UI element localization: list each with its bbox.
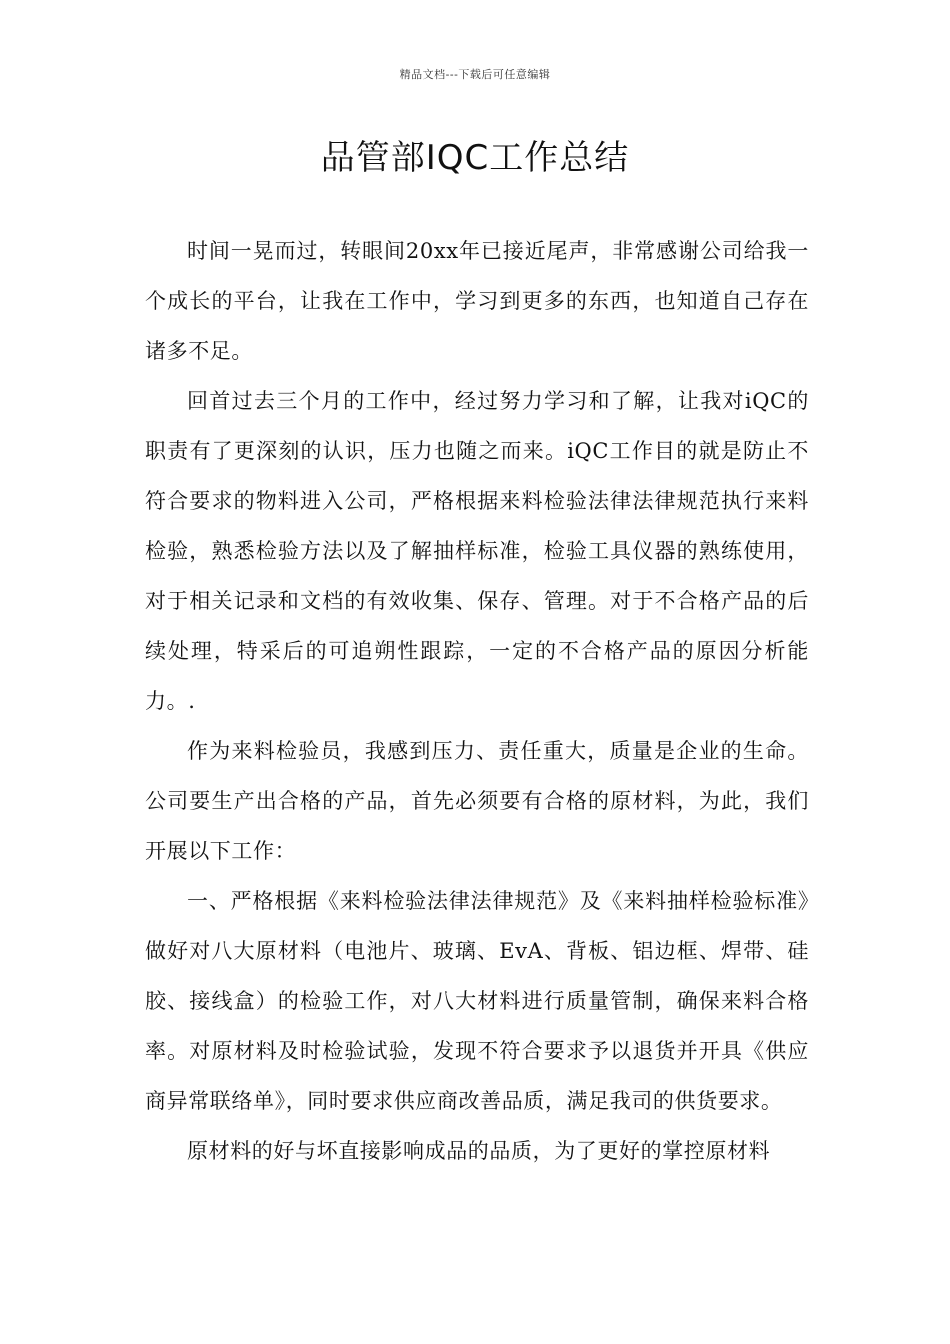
paragraph: 作为来料检验员，我感到压力、责任重大，质量是企业的生命。公司要生产出合格的产品，首先必须要有合格的原材料，为此，我们开展以下工作： [145,739,809,863]
paragraph: 回首过去三个月的工作中，经过努力学习和了解，让我对iQC的职责有了更深刻的认识，压力也随之而来。iQC工作目的就是防止不符合要求的物料进入公司，严格根据来料检验法律法律规范执行来料检验，熟悉检验方法以及了解抽样标准，检验工具仪器的熟练使用，对于相关记录和文档的有效收集、保存、管理。对于不合格产品的后续处理，特采后的可追朔性跟踪，一定的不合格产品的原因分析能力。. [145,389,809,713]
document-body [145,226,809,1176]
document-title: 品管部IQC工作总结 [320,138,630,178]
header-note: 精品文档---下载后可任意编辑 [399,68,551,81]
paragraph: 时间一晃而过，转眼间20xx年已接近尾声，非常感谢公司给我一个成长的平台，让我在工作中，学习到更多的东西，也知道自己存在诸多不足。 [145,239,809,363]
paragraph: 一、严格根据《来料检验法律法律规范》及《来料抽样检验标准》做好对八大原材料（电池片、玻璃、EvA、背板、铝边框、焊带、硅胶、接线盒）的检验工作，对八大材料进行质量管制，确保来料合格率。对原材料及时检验试验，发现不符合要求予以退货并开具《供应商异常联络单》，同时要求供应商改善品质，满足我司的供货要求。 [145,889,809,1113]
paragraph: 原材料的好与坏直接影响成品的品质，为了更好的掌控原材料 [187,1139,771,1163]
